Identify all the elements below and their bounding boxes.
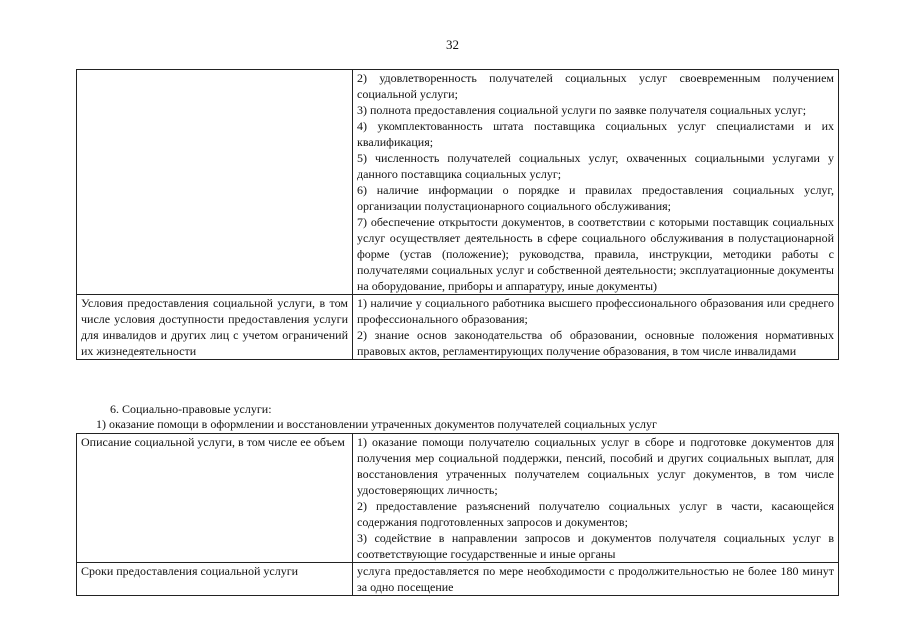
legal-services-table (76, 433, 839, 596)
list-item: 1) наличие у социального работника высшего профессионального образования или среднего профессионального образования; (357, 296, 834, 326)
table-row (77, 434, 839, 563)
terms-label: Сроки предоставления социальной услуги (77, 563, 353, 596)
list-item: 3) полнота предоставления социальной услуги по заявке получателя социальных услуг; (357, 103, 807, 117)
services-table-continued (76, 69, 839, 360)
terms-value: услуга предоставляется по мере необходимости с продолжительностью не более 180 минут за одно посещение (353, 563, 839, 596)
list-item: 2) знание основ законодательства об образовании, основные положения нормативных правовых актов, регламентирующих получение образования, в том числе инвалидами (357, 328, 834, 358)
quality-indicators-cell (353, 70, 839, 295)
section-heading: 6. Социально-правовые услуги: (110, 402, 272, 416)
table-row (77, 563, 839, 596)
table-row (77, 70, 839, 295)
conditions-label: Условия предоставления социальной услуги, в том числе условия доступности предоставления услуги для инвалидов и других лиц с учетом ограничений их жизнедеятельности (77, 295, 353, 360)
table-row (77, 295, 839, 360)
subsection-heading: 1) оказание помощи в оформлении и восстановлении утраченных документов получателей социальных услуг (96, 417, 657, 431)
list-item: 3) содействие в направлении запросов и документов получателя социальных услуг в соответствующие государственные и иные органы (357, 531, 834, 561)
empty-label-cell (77, 70, 353, 295)
list-item: 6) наличие информации о порядке и правилах предоставления социальных услуг, организации полустационарного социального обслуживания; (357, 183, 834, 213)
list-item: 5) численность получателей социальных услуг, охваченных социальными услугами у данного поставщика социальных услуг; (357, 151, 834, 181)
list-item: 2) предоставление разъяснений получателю социальных услуг в части, касающейся содержания подготовленных запросов и документов; (357, 499, 834, 529)
conditions-cell (353, 295, 839, 360)
list-item: 2) удовлетворенность получателей социальных услуг своевременным получением социальной услуги; (357, 71, 834, 101)
list-item: 1) оказание помощи получателю социальных услуг в сборе и подготовке документов для получения мер социальной поддержки, пенсий, пособий и других социальных выплат, для восстановления утраченных получателем социальных услуг документов, в том числе удостоверяющих личность; (357, 435, 834, 497)
list-item: 4) укомплектованность штата поставщика социальных услуг специалистами и их квалификация; (357, 119, 834, 149)
description-cell (353, 434, 839, 563)
list-item: 7) обеспечение открытости документов, в соответствии с которыми поставщик социальных услуг осуществляет деятельность в сфере социального обслуживания в полустационарной форме (устав (положение); руководства, правила, инструкции, методики работы с получателями социальных услуг и собственной деятельности; эксплуатационные документы на оборудование, приборы и аппаратуру, иные документы) (357, 215, 834, 293)
description-label: Описание социальной услуги, в том числе ее объем (77, 434, 353, 563)
page-number: 32 (446, 37, 459, 52)
